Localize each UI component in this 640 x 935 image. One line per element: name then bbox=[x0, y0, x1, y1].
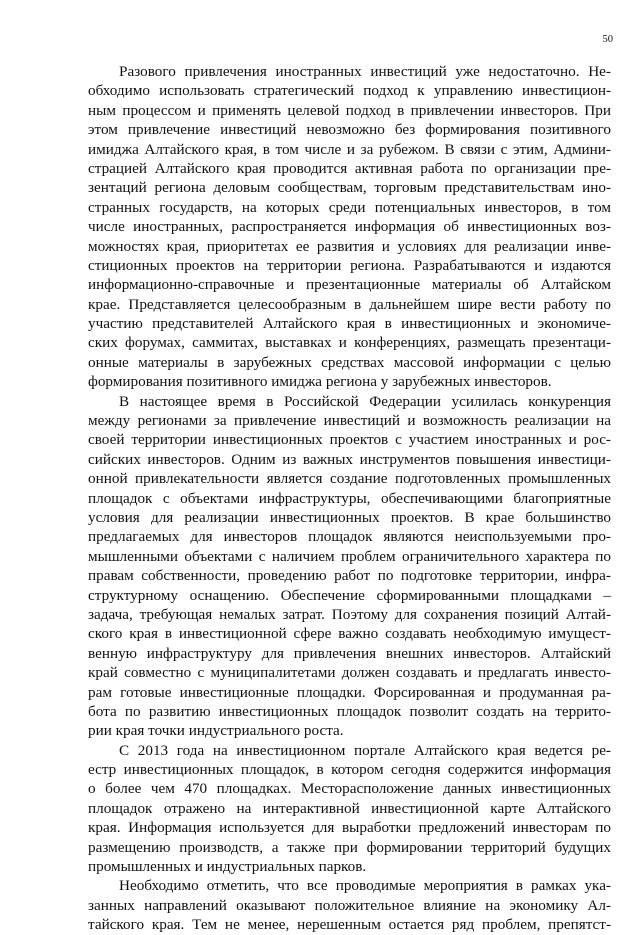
text-line: странных государств, на которых среди потенциальных инвесторов, в том bbox=[88, 198, 611, 216]
text-line: информационно-справочные и презентационные материалы об Алтайском bbox=[88, 276, 611, 294]
text-line: обходимо использовать стратегический подход к управлению инвестицион- bbox=[88, 82, 611, 100]
text-line: имиджа Алтайского края, в том числе и за рубежом. В связи с этим, Админи- bbox=[88, 140, 611, 158]
text-line: занных направлений оказывают положительное влияние на экономику Ал- bbox=[88, 896, 611, 914]
body-text bbox=[88, 62, 611, 935]
text-line: сийских инвесторов. Одним из важных инструментов повышения инвестици- bbox=[88, 450, 611, 468]
text-line: зентаций региона деловым сообществам, торговым представительствам ино- bbox=[88, 179, 611, 197]
text-line: тайского края. Тем не менее, нерешенным остается ряд проблем, препятст- bbox=[88, 916, 611, 934]
text-line: правам собственности, проведению работ по подготовке территории, инфра- bbox=[88, 567, 611, 585]
text-line: структурному оснащению. Обеспечение сформированными площадками – bbox=[88, 586, 611, 604]
text-line: между регионами за привлечение инвестиций и возможность реализации на bbox=[88, 412, 611, 430]
text-line: онные материалы в зарубежных средствах массовой информации с целью bbox=[88, 353, 611, 371]
text-line: онной привлекательности является создание подготовленных промышленных bbox=[88, 470, 611, 488]
text-line: задача, требующая немалых затрат. Поэтому для сохранения позиций Алтай- bbox=[88, 605, 611, 623]
text-line: рам готовые инвестиционные площадки. Форсированная и продуманная ра- bbox=[88, 683, 611, 701]
paragraph bbox=[88, 876, 611, 934]
text-line: Необходимо отметить, что все проводимые мероприятия в рамках ука- bbox=[119, 877, 611, 895]
text-line: можностях края, приоритетах ее развития и условиях для реализации инве- bbox=[88, 237, 611, 255]
text-line: С 2013 года на инвестиционном портале Алтайского края ведется ре- bbox=[119, 741, 611, 759]
text-line: формирования позитивного имиджа региона у зарубежных инвесторов. bbox=[88, 373, 552, 391]
text-line: стиционных проектов на территории региона. Разрабатываются и издаются bbox=[88, 256, 611, 274]
text-line: венную инфраструктуру для привлечения внешних инвесторов. Алтайский bbox=[88, 644, 611, 662]
page-number: 50 bbox=[602, 34, 613, 45]
text-line: края. Информация используется для выработки предложений инвесторам по bbox=[88, 819, 611, 837]
text-line: своей территории инвестиционных проектов с участием иностранных и рос- bbox=[88, 431, 611, 449]
text-line: площадок с объектами инфраструктуры, обеспечивающими благоприятные bbox=[88, 489, 611, 507]
text-line: край совместно с муниципалитетами должен создавать и предлагать инвесто- bbox=[88, 664, 611, 682]
text-line: промышленных и индустриальных парков. bbox=[88, 858, 367, 876]
text-line: площадок отражено на интерактивной инвестиционной карте Алтайского bbox=[88, 799, 611, 817]
paragraph bbox=[88, 392, 611, 741]
text-line: числе иностранных, распространяется информация об инвестиционных воз- bbox=[88, 218, 611, 236]
paragraph bbox=[88, 62, 611, 392]
text-line: размещению производств, а также при формировании территорий будущих bbox=[88, 838, 611, 856]
text-line: ского края в инвестиционной сфере важно создавать необходимую имущест- bbox=[88, 625, 611, 643]
text-line: страцией Алтайского края проводится активная работа по организации пре- bbox=[88, 159, 611, 177]
text-line: условия для реализации инвестиционных проектов. В крае большинство bbox=[88, 508, 611, 526]
paragraph bbox=[88, 741, 611, 877]
text-line: предлагаемых для инвесторов площадок являются неиспользуемыми про- bbox=[88, 528, 611, 546]
text-line: бота по развитию инвестиционных площадок позволит создать на террито- bbox=[88, 702, 611, 720]
text-line: участию представителей Алтайского края в инвестиционных и экономиче- bbox=[88, 315, 611, 333]
text-line: Разового привлечения иностранных инвестиций уже недостаточно. Не- bbox=[119, 63, 611, 80]
text-line: ских форумах, саммитах, выставках и конференциях, размещать презентаци- bbox=[88, 334, 611, 352]
text-line: естр инвестиционных площадок, в котором сегодня содержится информация bbox=[88, 761, 611, 779]
text-line: мышленными объектами с наличием проблем ограничительного характера по bbox=[88, 547, 611, 565]
text-line: о более чем 470 площадках. Месторасположение данных инвестиционных bbox=[88, 780, 611, 798]
text-line: В настоящее время в Российской Федерации усилилась конкуренция bbox=[119, 392, 611, 410]
text-line: ным процессом и применять целевой подход в привлечении инвесторов. При bbox=[88, 101, 611, 119]
text-line: рии края точки индустриального роста. bbox=[88, 722, 344, 740]
text-line: крае. Представляется целесообразным в дальнейшем шире вести работу по bbox=[88, 295, 611, 313]
text-line: этом привлечение инвестиций невозможно без формирования позитивного bbox=[88, 121, 611, 139]
